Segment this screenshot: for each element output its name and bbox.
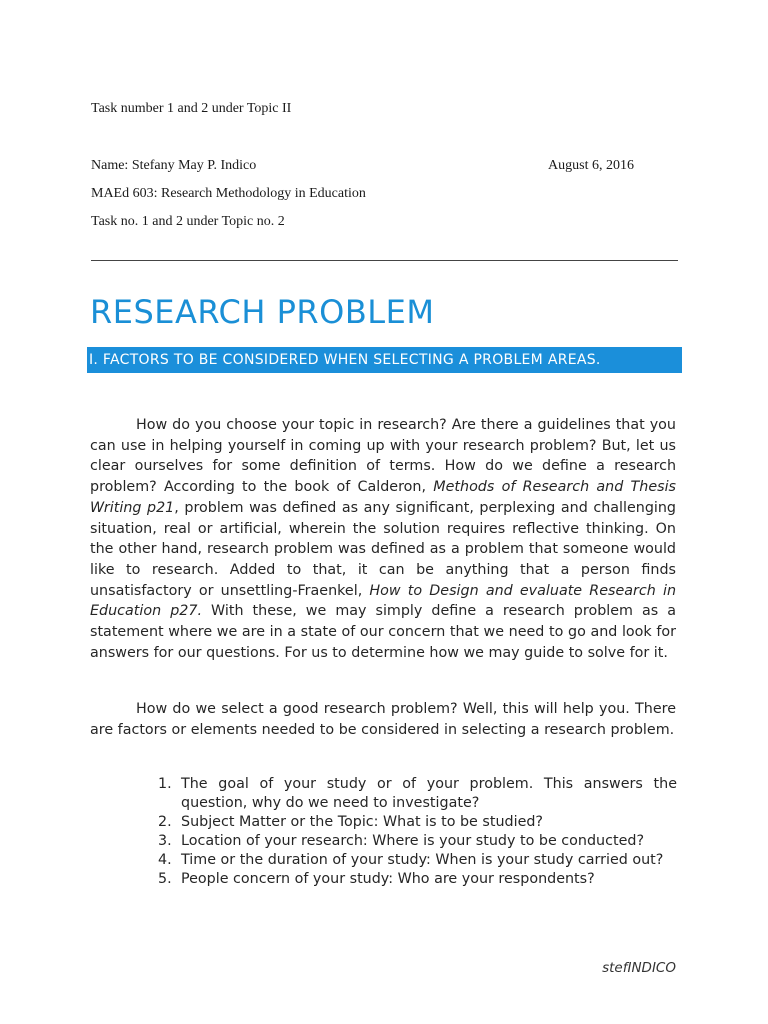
- header-divider: [91, 260, 678, 261]
- list-number: 5.: [158, 871, 172, 887]
- document-date: August 6, 2016: [548, 158, 634, 173]
- book-title-calderon: Methods of Research and Thesis Writing p21: [90, 479, 677, 516]
- paragraph-2: [90, 699, 676, 740]
- task-line: Task number 1 and 2 under Topic II: [91, 101, 292, 116]
- list-number: 1.: [158, 776, 172, 792]
- author-name: Name: Stefany May P. Indico: [91, 158, 257, 173]
- list-text: Location of your research: Where is your study to be conducted?: [181, 833, 645, 849]
- name-row: [91, 158, 636, 174]
- paragraph-1-part-3: With these, we may simply define a research problem as a statement where we are in a state of our concern that we need to go and look for answers for our questions. For us to determine how we may guide to solve for it.: [90, 603, 676, 661]
- list-item: [158, 870, 677, 889]
- list-text: Time or the duration of your study: When is your study carried out?: [181, 852, 664, 868]
- list-number: 2.: [158, 814, 172, 830]
- factors-list: [158, 775, 677, 889]
- list-item: [158, 813, 677, 832]
- footer-signature: stefINDICO: [602, 960, 676, 976]
- paragraph-2-text: How do we select a good research problem? Well, this will help you. There are factors or elements needed to be considered in selecting a research problem.: [90, 701, 676, 738]
- list-number: 4.: [158, 852, 172, 868]
- list-item: [158, 775, 677, 813]
- list-item: [158, 851, 677, 870]
- book-title-fraenkel: How to Design and evaluate Research in Education p27.: [90, 582, 677, 620]
- paragraph-1-part-2: , problem was defined as any significant, perplexing and challenging situation, real or artificial, wherein the solution requires reflective thinking. On the other hand, research problem was defined as a problem that someone would like to research. Added to that, it can be anything that a person finds unsatisfactory or unsettling-Fraenkel,: [90, 499, 677, 599]
- list-item: [158, 832, 677, 851]
- list-text: Subject Matter or the Topic: What is to be studied?: [181, 814, 544, 830]
- paragraph-1-part-1: How do you choose your topic in research? Are there a guidelines that you can use in helping yourself in coming up with your research problem? But, let us clear ourselves for some definition of terms. How do we define a research problem? According to the book of Calderon,: [90, 417, 676, 496]
- course-line: MAEd 603: Research Methodology in Education: [91, 186, 366, 201]
- section-heading: I. FACTORS TO BE CONSIDERED WHEN SELECTING A PROBLEM AREAS.: [87, 347, 682, 373]
- list-text: The goal of your study or of your problem. This answers the question, why do we need to investigate?: [181, 776, 677, 811]
- list-text: People concern of your study: Who are your respondents?: [181, 871, 595, 887]
- paragraph-1: [90, 415, 676, 663]
- page-title: RESEARCH PROBLEM: [90, 293, 435, 331]
- list-number: 3.: [158, 833, 172, 849]
- task-short-line: Task no. 1 and 2 under Topic no. 2: [91, 214, 285, 229]
